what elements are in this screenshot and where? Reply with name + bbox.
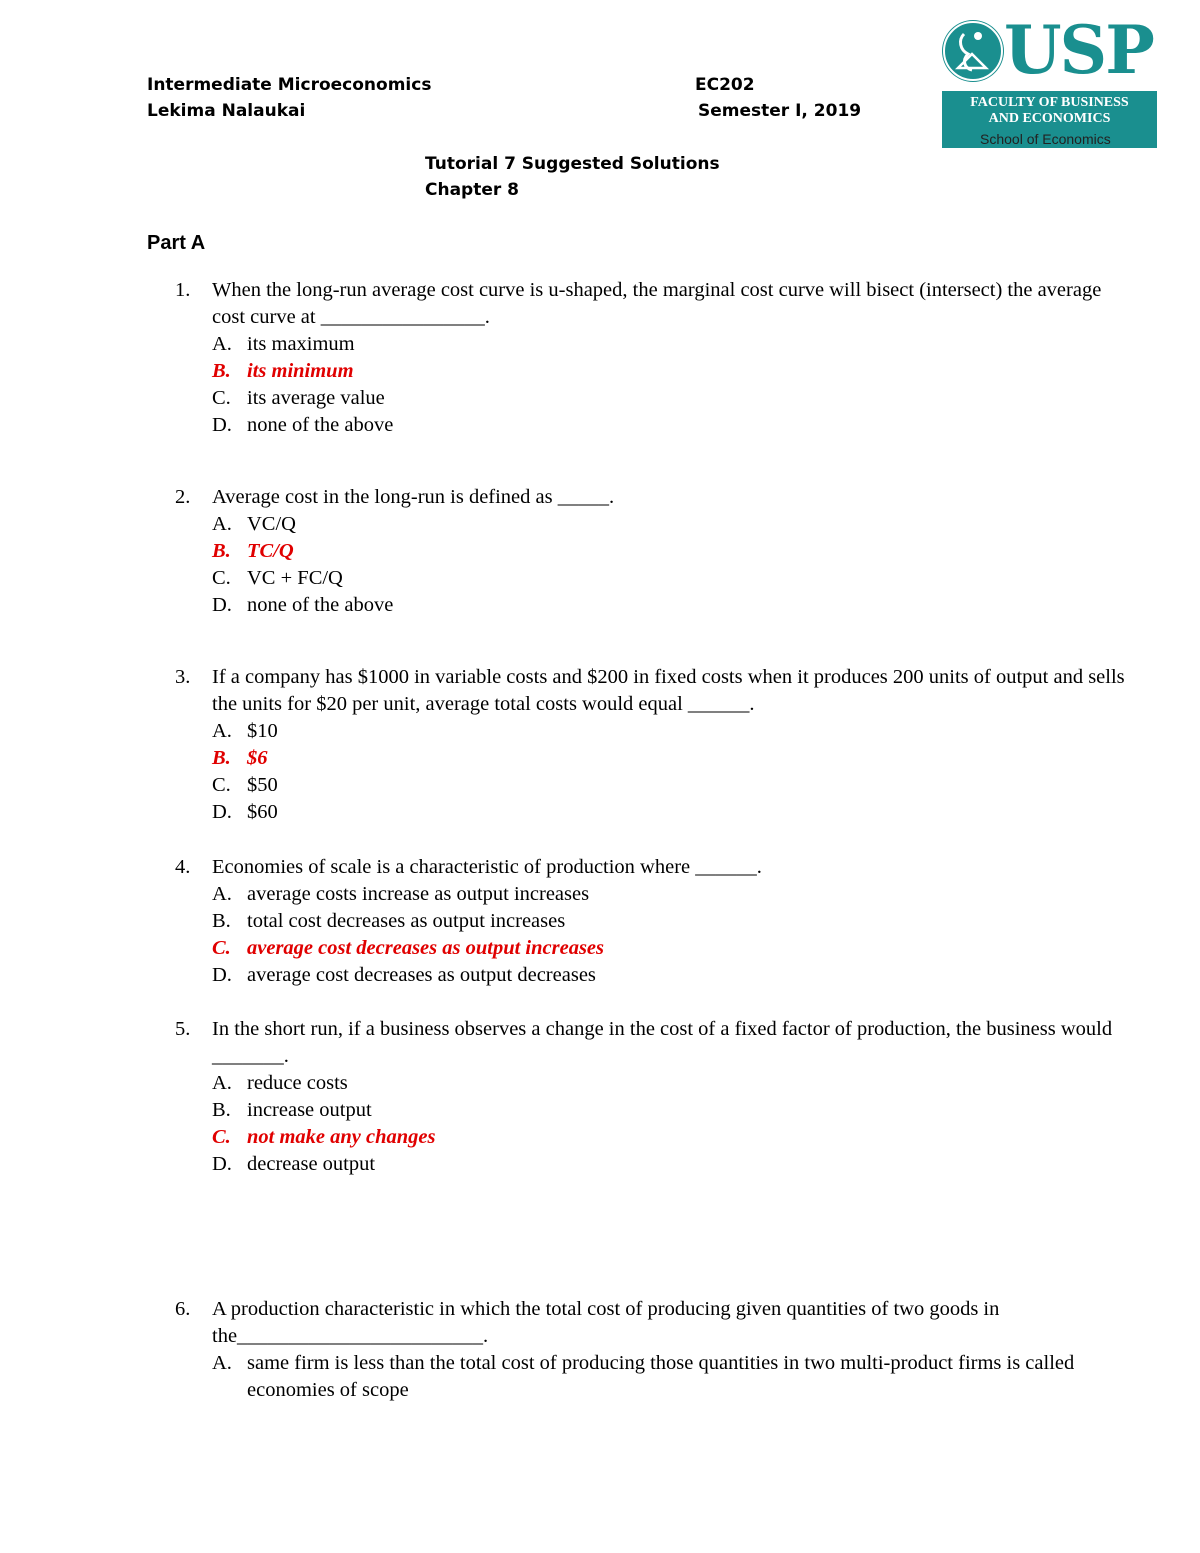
option-letter: A.	[212, 883, 232, 905]
option-letter: D.	[212, 964, 232, 986]
option-letter: B.	[212, 910, 231, 932]
part-label: Part A	[147, 232, 206, 254]
option-letter: A.	[212, 513, 232, 535]
question-number: 2.	[175, 486, 191, 508]
answer-option	[212, 1350, 1135, 1404]
option-text: reduce costs	[247, 1072, 348, 1094]
usp-logo	[942, 11, 1158, 150]
question-stem: In the short run, if a business observes a change in the cost of a fixed factor of production, the business would _______.	[212, 1018, 1113, 1067]
option-letter: C.	[212, 387, 231, 409]
option-letter: A.	[212, 1072, 232, 1094]
option-text: average cost decreases as output decreases	[247, 964, 596, 986]
faculty-line-2: AND ECONOMICS	[988, 111, 1111, 126]
option-text: its minimum	[247, 360, 354, 382]
option-text: VC + FC/Q	[247, 567, 343, 589]
answer-option	[212, 565, 1135, 592]
question-number: 4.	[175, 856, 191, 878]
option-text: total cost decreases as output increases	[247, 910, 566, 932]
option-text: not make any changes	[247, 1126, 436, 1148]
question	[175, 277, 1135, 439]
question-stem: When the long-run average cost curve is u-shaped, the marginal cost curve will bisect (intersect) the average cost curve at ________________.	[212, 279, 1102, 328]
question-number: 1.	[175, 279, 191, 301]
faculty-band	[942, 91, 1157, 148]
option-text: none of the above	[247, 414, 394, 436]
option-letter: A.	[212, 1352, 232, 1374]
course-title: Intermediate Microeconomics	[147, 75, 432, 95]
usp-emblem-icon	[942, 20, 1004, 82]
faculty-line-1: FACULTY OF BUSINESS	[970, 95, 1129, 110]
option-text: decrease output	[247, 1153, 376, 1175]
question-number: 5.	[175, 1018, 191, 1040]
answer-option	[212, 772, 1135, 799]
answer-option-correct	[212, 1124, 1135, 1151]
usp-wordmark: USP	[1004, 11, 1153, 89]
answer-option	[212, 511, 1135, 538]
option-letter: C.	[212, 937, 231, 959]
question	[175, 854, 1135, 989]
option-letter: D.	[212, 1153, 232, 1175]
option-letter: D.	[212, 801, 232, 823]
question	[175, 1016, 1135, 1178]
question	[175, 1296, 1135, 1404]
option-text: TC/Q	[247, 540, 294, 562]
option-text: same firm is less than the total cost of producing those quantities in two multi-product firms is called economies of scope	[247, 1352, 1075, 1401]
option-text: increase output	[247, 1099, 372, 1121]
option-text: VC/Q	[247, 513, 296, 535]
question-number: 3.	[175, 666, 191, 688]
option-letter: D.	[212, 414, 232, 436]
answer-option	[212, 385, 1135, 412]
answer-option-correct	[212, 745, 1135, 772]
option-letter: B.	[212, 360, 231, 382]
course-code: EC202	[695, 75, 755, 95]
option-text: $10	[247, 720, 278, 742]
answer-option	[212, 962, 1135, 989]
question-stem: If a company has $1000 in variable costs and $200 in fixed costs when it produces 200 units of output and sells the units for $20 per unit, average total costs would equal ______.	[212, 666, 1125, 715]
chapter-label: Chapter 8	[425, 180, 520, 200]
question	[175, 484, 1135, 619]
answer-option-correct	[212, 538, 1135, 565]
answer-option	[212, 908, 1135, 935]
answer-option	[212, 412, 1135, 439]
answer-option-correct	[212, 935, 1135, 962]
answer-option	[212, 1097, 1135, 1124]
question-stem: Economies of scale is a characteristic of production where ______.	[212, 856, 762, 878]
option-text: average costs increase as output increases	[247, 883, 590, 905]
option-letter: C.	[212, 1126, 231, 1148]
question	[175, 664, 1135, 826]
option-letter: B.	[212, 747, 231, 769]
option-letter: D.	[212, 594, 232, 616]
answer-option	[212, 799, 1135, 826]
answer-option	[212, 331, 1135, 358]
option-letter: A.	[212, 333, 232, 355]
option-text: $50	[247, 774, 278, 796]
option-letter: B.	[212, 1099, 231, 1121]
semester: Semester I, 2019	[698, 101, 862, 121]
question-stem: Average cost in the long-run is defined as _____.	[212, 486, 615, 508]
question-stem: A production characteristic in which the total cost of producing given quantities of two goods in the________________________.	[212, 1298, 1000, 1347]
option-letter: C.	[212, 567, 231, 589]
answer-option-correct	[212, 358, 1135, 385]
option-text: average cost decreases as output increases	[247, 937, 604, 959]
option-text: $60	[247, 801, 278, 823]
lecturer-name: Lekima Nalaukai	[147, 101, 306, 121]
option-text: its average value	[247, 387, 385, 409]
option-letter: B.	[212, 540, 231, 562]
option-letter: C.	[212, 774, 231, 796]
answer-option	[212, 592, 1135, 619]
option-text: $6	[247, 747, 268, 769]
tutorial-title: Tutorial 7 Suggested Solutions	[425, 154, 720, 174]
option-letter: A.	[212, 720, 232, 742]
school-name: School of Economics	[980, 131, 1111, 147]
answer-option	[212, 1151, 1135, 1178]
answer-option	[212, 881, 1135, 908]
answer-option	[212, 1070, 1135, 1097]
option-text: none of the above	[247, 594, 394, 616]
answer-option	[212, 718, 1135, 745]
question-number: 6.	[175, 1298, 191, 1320]
option-text: its maximum	[247, 333, 355, 355]
